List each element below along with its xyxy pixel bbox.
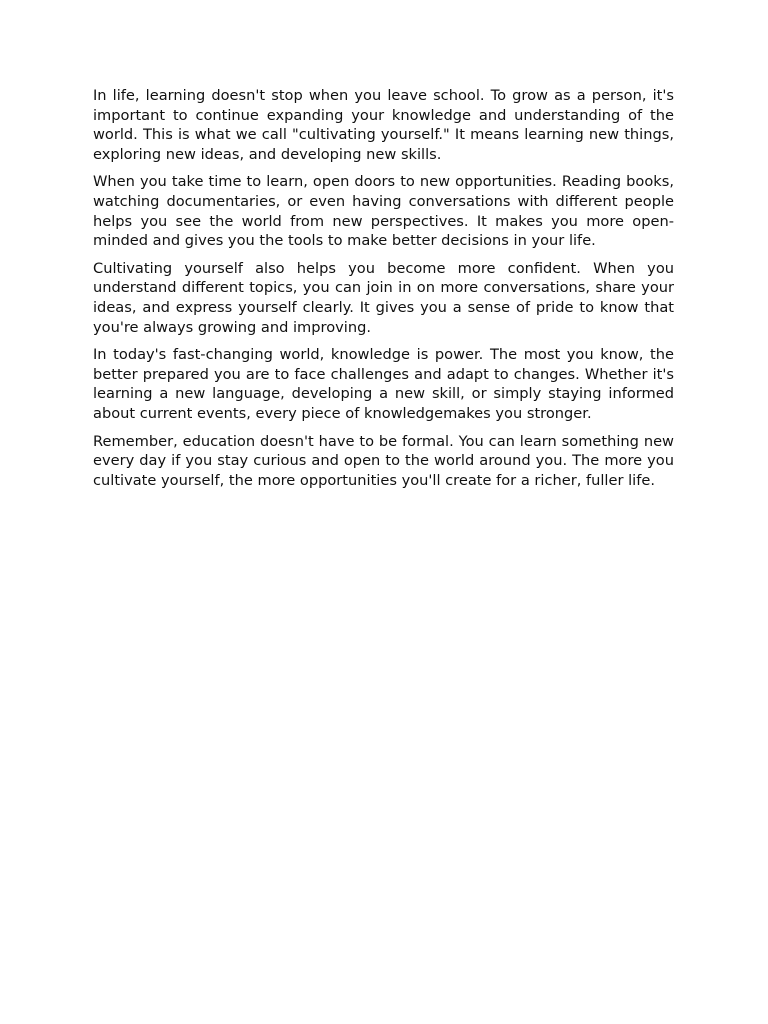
paragraph-2: When you take time to learn, open doors to new opportunities. Reading books, watching documentaries, or even having conversations with different people helps you see the world from new perspectives. It makes you more open-minded and gives you the tools to make better decisions in your life. — [93, 173, 674, 250]
paragraph-4: In today's fast-changing world, knowledge is power. The most you know, the better prepared you are to face challenges and adapt to changes. Whether it's learning a new language, developing a new skill, or simply staying informed about current events, every piece of knowledgemakes you stronger. — [93, 346, 674, 422]
paragraph-5: Remember, education doesn't have to be formal. You can learn something new every day if you stay curious and open to the world around you. The more you cultivate yourself, the more opportunities you'll create for a richer, fuller life. — [93, 432, 674, 489]
paragraph-1: In life, learning doesn't stop when you leave school. To grow as a person, it's important to continue expanding your knowledge and understanding of the world. This is what we call "cultivating yourself." It means learning new things, exploring new ideas, and developing new skills. — [93, 87, 674, 163]
document-body — [93, 86, 674, 498]
paragraph-3: Cultivating yourself also helps you become more confident. When you understand different topics, you can join in on more conversations, share your ideas, and express yourself clearly. It gives you a sense of pride to know that you're always growing and improving. — [93, 259, 674, 336]
